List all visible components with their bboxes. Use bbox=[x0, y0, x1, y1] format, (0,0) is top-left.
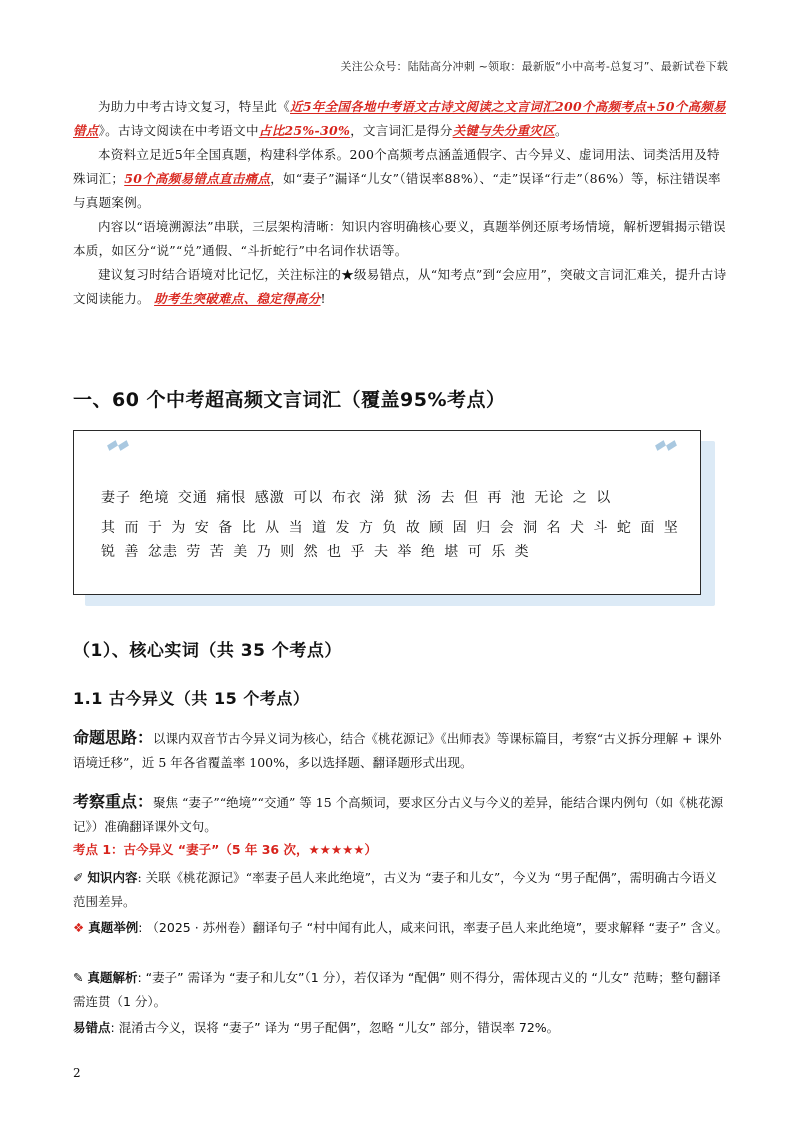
yicuo-text: : 混淆古今义，误将 “妻子” 译为 “男子配偶”，忽略 “儿女” 部分，错误率 72%。 bbox=[110, 1020, 560, 1035]
zhenti-label: 真题举例 bbox=[88, 920, 139, 935]
emphasis-text: 关键与失分重灾区 bbox=[452, 123, 556, 138]
kaocha-block bbox=[73, 790, 728, 839]
emphasis-text: 占比25%-30% bbox=[258, 123, 351, 138]
page-number: 2 bbox=[73, 1066, 81, 1080]
intro-text: 为助力中考古诗文复习，特呈此《 bbox=[98, 99, 291, 114]
intro-paragraph-4 bbox=[73, 263, 728, 311]
intro-text: ，如“妻子”漏译“儿女”（错误率88%）、“走”误译“行走”（86%）等，标注错误率与真题案例。 bbox=[73, 171, 721, 210]
section-title: 一、60 个中考超高频文言词汇（覆盖95%考点） bbox=[73, 389, 506, 411]
vocab-line: 妻子 绝境 交通 痛恨 感激 可以 布衣 涕 狱 汤 去 但 再 池 无论 之 以 bbox=[101, 490, 612, 506]
zhishi-text: : 关联《桃花源记》“率妻子邑人来此绝境”，古义为 “妻子和儿女”，今义为 “男子配偶”，需明确古今语义范围差异。 bbox=[73, 870, 717, 909]
intro-text: 》。古诗文阅读在中考语文中 bbox=[98, 123, 259, 138]
intro bbox=[73, 95, 728, 311]
pencil-icon: ✐ bbox=[73, 870, 84, 885]
intro-text: 建议复习时结合语境对比记忆，关注标注的★级易错点，从“知考点”到“会应用”，突破文言词汇难关，提升古诗文阅读能力。 bbox=[73, 267, 727, 306]
decor-diamonds bbox=[656, 441, 676, 450]
mingti-text: 以课内双音节古今异义词为核心，结合《桃花源记》《出师表》等课标篇目，考察“古义拆分理解 + 课外语境迁移”，近 5 年各省覆盖率 100%，多以选择题、翻译题形式出现。 bbox=[73, 731, 722, 770]
diamond-icon bbox=[666, 440, 677, 451]
kaocha-label: 考察重点： bbox=[73, 792, 154, 811]
yicuo-label: 易错点 bbox=[73, 1020, 111, 1035]
intro-paragraph-3: 内容以“语境溯源法”串联，三层架构清晰：知识内容明确核心要义，真题举例还原考场情境，解析逻辑揭示错误本质，如区分“说”“兑”通假、“斗折蛇行”中名词作状语等。 bbox=[73, 219, 726, 258]
intro-paragraph-2 bbox=[73, 143, 728, 215]
vocab-line: 其 而 于 为 安 备 比 从 当 道 发 方 负 故 顾 固 归 会 洞 名 犬 斗 蛇 面 坚 bbox=[101, 520, 679, 536]
diamond-bullet-icon: ❖ bbox=[73, 920, 85, 935]
emphasis-text: 助考生突破难点、稳定得高分 bbox=[154, 291, 321, 306]
decor-diamonds bbox=[108, 441, 128, 450]
diamond-icon bbox=[107, 440, 118, 451]
emphasis-text: 50个高频易错点直击痛点 bbox=[124, 171, 271, 186]
intro-paragraph-1 bbox=[73, 95, 728, 143]
subsection-title: （1）、核心实词（共 35 个考点） bbox=[73, 641, 342, 661]
zhishi-label: 知识内容 bbox=[87, 870, 138, 885]
diamond-icon bbox=[118, 440, 129, 451]
kaocha-text: 聚焦 “妻子”“绝境”“交通” 等 15 个高频词，要求区分古义与今义的差异，能结合课内例句（如《桃花源记》）准确翻译课外文句。 bbox=[73, 795, 724, 834]
intro-text: ，文言词汇是得分 bbox=[350, 123, 453, 138]
vocab-card bbox=[73, 430, 701, 595]
emphasis-text: 近5年全国各地中考语文古诗文阅读之文言词汇200个高频考点+50个高频易错点 bbox=[73, 99, 726, 138]
intro-text: 本资料立足近5年全国真题，构建科学体系。200个高频考点涵盖通假字、古今异义、虚词用法、词类活用及特殊词汇； bbox=[73, 147, 720, 186]
header-note: 关注公众号：陆陆高分冲刺 ~领取：最新版“小中高考-总复习”、最新试卷下载 bbox=[340, 60, 728, 73]
intro-text: ! bbox=[320, 291, 326, 306]
subsubsection-title: 1.1 古今异义（共 15 个考点） bbox=[73, 689, 310, 708]
diamond-icon bbox=[655, 440, 666, 451]
jiexi-label: 真题解析 bbox=[87, 970, 138, 985]
vocab-line: 锐 善 忿恚 劳 苦 美 乃 则 然 也 乎 夫 举 绝 堪 可 乐 类 bbox=[101, 544, 530, 560]
yicuo-block bbox=[73, 1016, 728, 1040]
kaodian-title: 考点 1：古今异义 “妻子”（5 年 36 次，★★★★★） bbox=[73, 842, 378, 857]
mingti-block bbox=[73, 726, 728, 775]
zhenti-text: : （2025 · 苏州卷）翻译句子 “村中闻有此人，咸来问讯，率妻子邑人来此绝境”，要求解释 “妻子” 含义。 bbox=[138, 920, 728, 935]
jiexi-block bbox=[73, 966, 728, 1014]
jiexi-text: : “妻子” 需译为 “妻子和儿女”（1 分），若仅译为 “配偶” 则不得分，需体现古义的 “儿女” 范畴；整句翻译需连贯（1 分）。 bbox=[73, 970, 721, 1009]
zhenti-block bbox=[73, 916, 728, 940]
intro-text: 。 bbox=[555, 123, 568, 138]
zhishi-block bbox=[73, 866, 728, 914]
edit-icon: ✎ bbox=[73, 970, 84, 985]
mingti-label: 命题思路： bbox=[73, 728, 154, 747]
